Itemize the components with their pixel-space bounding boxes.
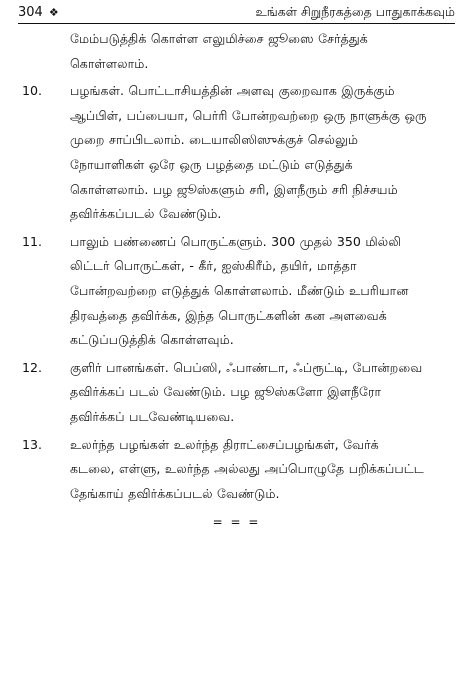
header-rule bbox=[18, 23, 455, 24]
page-header bbox=[18, 1, 455, 23]
item-number: 11. bbox=[22, 233, 43, 249]
item-text: உலர்ந்த பழங்கள் உலர்ந்த திராட்சைப்பழங்கள், வேர்க் கடலை, எள்ளு, உலர்ந்த அல்லது அப்பொழுதே பறிக்கப்பட்ட தேங்காய் தவிர்க்கப்படல் வேண்டும். bbox=[70, 436, 424, 501]
page-body bbox=[20, 27, 433, 535]
page-number: 304 bbox=[18, 4, 43, 20]
running-title: உங்கள் சிறுநீரகத்தை பாதுகாக்கவும் bbox=[255, 3, 455, 19]
diamond-ornament-icon: ❖ bbox=[48, 5, 59, 19]
section-end-mark: = = = bbox=[212, 515, 261, 530]
continuation-paragraph: மேம்படுத்திக் கொள்ள எலுமிச்சை ஜூஸை சேர்த்துக் கொள்ளலாம். bbox=[70, 31, 368, 71]
item-number: 10. bbox=[22, 83, 43, 99]
item-text: பாலும் பண்ணைப் பொருட்களும். 300 முதல் 350 மில்லி லிட்டர் பொருட்கள், - கீர், ஐஸ்கிரீம், தயிர், மாத்தா போன்றவற்றை எடுத்துக் கொள்ளலாம். மீண்டும் உபரியான திரவத்தை தவிர்க்க, இந்த பொருட்களின் கன அளவைக் கட்டுப்படுத்திக் கொள்ளவும். bbox=[70, 233, 409, 348]
item-number: 12. bbox=[22, 359, 43, 375]
item-text: குளிர் பானங்கள். பெப்ஸி, ஃபாண்டா, ஃப்ரூட்டி, போன்றவை தவிர்க்கப் படல் வேண்டும். பழ ஜூஸ்களோ இளநீரோ தவிர்க்கப் படவேண்டியவை. bbox=[70, 359, 423, 424]
list-item-12 bbox=[20, 356, 433, 430]
list-item-10 bbox=[20, 79, 433, 227]
list-item-11 bbox=[20, 230, 433, 353]
list-item-13 bbox=[20, 433, 433, 507]
header-left bbox=[18, 5, 59, 20]
item-text: பழங்கள். பொட்டாசியத்தின் அளவு குறைவாக இருக்கும் ஆப்பிள், பப்பையா, பெர்ரி போன்றவற்றை ஒரு நாளுக்கு ஒரு முறை சாப்பிடலாம். டையாலிஸிஸுக்குச் செல்லும் நோயாளிகள் ஒரே ஒரு பழத்தை மட்டும் எடுத்துக் கொள்ளலாம். பழ ஜூஸ்களும் சரி, இளநீரும் சரி நிச்சயம் தவிர்க்கப்படல் வேண்டும். bbox=[70, 83, 427, 222]
item-number: 13. bbox=[22, 436, 43, 452]
